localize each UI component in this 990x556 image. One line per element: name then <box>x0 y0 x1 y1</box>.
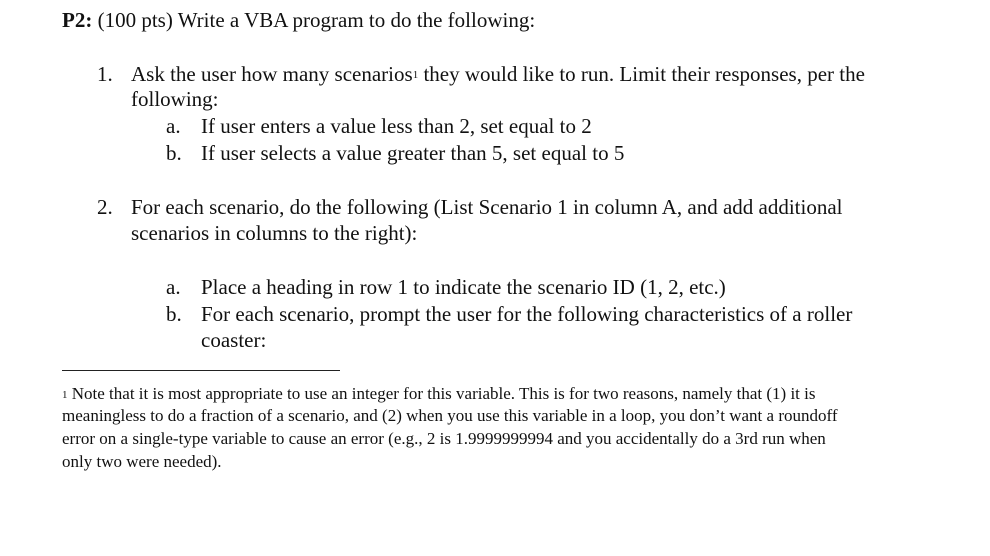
item-1-line-1 <box>131 61 865 87</box>
footnote-line-3: error on a single-type variable to cause an error (e.g., 2 is 1.9999999994 and you accidentally do a 3rd run when <box>62 429 826 448</box>
item-1a-marker: a. <box>166 114 181 138</box>
item-1-text-b: they would like to run. Limit their responses, per the <box>418 62 865 86</box>
item-2a-text: Place a heading in row 1 to indicate the scenario ID (1, 2, etc.) <box>201 275 726 299</box>
footnote-line-4: only two were needed). <box>62 452 222 471</box>
item-1b-marker: b. <box>166 141 182 165</box>
item-2b-line-1: For each scenario, prompt the user for the following characteristics of a roller <box>201 302 853 326</box>
item-2b-line-2: coaster: <box>201 328 267 352</box>
item-2a-marker: a. <box>166 275 181 299</box>
footnote-marker: 1 <box>62 389 68 401</box>
footnote-text-1: Note that it is most appropriate to use an integer for this variable. This is for two reasons, namely that (1) it is <box>67 384 816 403</box>
problem-label: P2: <box>62 8 93 32</box>
footnote-line-2: meaningless to do a fraction of a scenario, and (2) when you use this variable in a loop, you don’t want a roundoff <box>62 406 838 425</box>
footnote-line-1 <box>62 383 816 405</box>
footnote-reference: 1 <box>412 69 419 81</box>
footnote-separator <box>62 370 340 371</box>
problem-heading-text: (100 pts) Write a VBA program to do the following: <box>92 8 536 32</box>
item-1-line-2: following: <box>131 87 219 111</box>
item-2b-marker: b. <box>166 302 182 326</box>
item-1b-text: If user selects a value greater than 5, set equal to 5 <box>201 141 625 165</box>
problem-title <box>62 7 535 33</box>
item-1-marker: 1. <box>97 62 113 86</box>
item-2-line-2: scenarios in columns to the right): <box>131 221 418 245</box>
item-1a-text: If user enters a value less than 2, set equal to 2 <box>201 114 592 138</box>
item-2-marker: 2. <box>97 195 113 219</box>
item-1-text-a: Ask the user how many scenarios <box>131 62 413 86</box>
item-2-line-1: For each scenario, do the following (List Scenario 1 in column A, and add additional <box>131 195 843 219</box>
